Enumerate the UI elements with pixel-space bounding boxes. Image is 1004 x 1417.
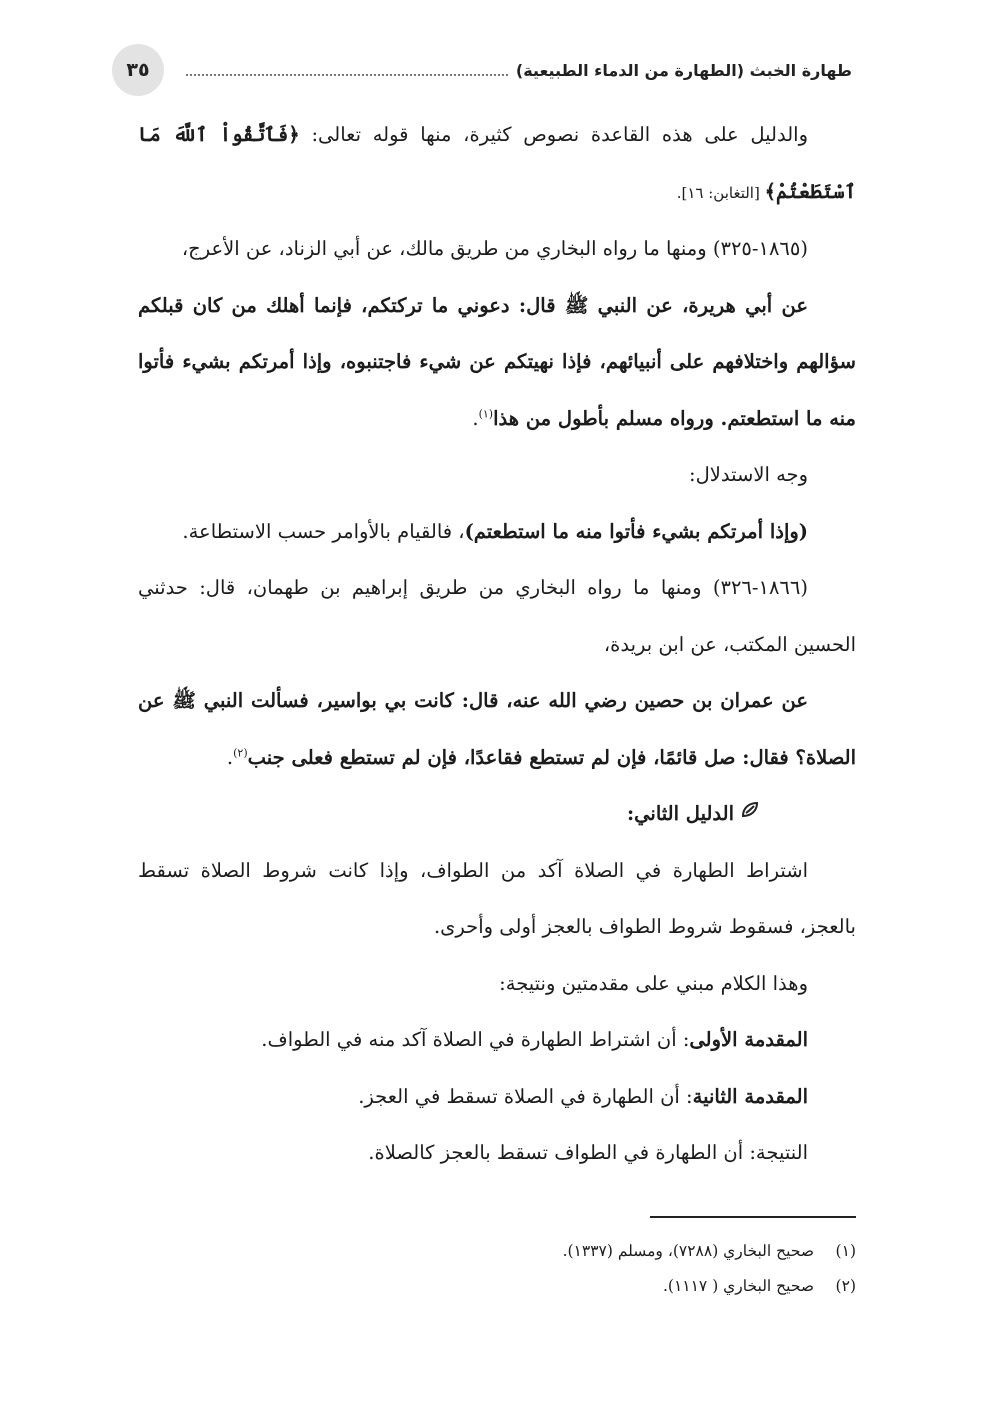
footnote-text: صحيح البخاري (٧٢٨٨)، ومسلم (١٣٣٧). [562, 1242, 814, 1260]
paragraph-deduction-label: وجه الاستدلال: [689, 463, 808, 486]
main-text [138, 107, 856, 1182]
paragraph-hadith-2: عن عمران بن حصين رضي الله عنه، قال: كانت بي بواسير، فسألت النبي ﷺ عن الصلاة؟ فقال: صل قائمًا، فإن لم تستطع فقاعدًا، فإن لم تستطع فعلى جنب$^{(٢)}$. [138, 689, 856, 769]
footnote-number: (٢) [835, 1277, 856, 1295]
paragraph-deduction: (وإذا أمرتكم بشيء فأتوا منه ما استطعتم)، فالقيام بالأوامر حسب الاستطاعة. [182, 519, 808, 543]
footnote-separator [650, 1216, 856, 1218]
footnote-mark-1[interactable]: (١) [478, 407, 494, 420]
section-heading [138, 786, 856, 843]
footnote-2 [300, 1269, 856, 1304]
quran-verse: ﴿فَٱتَّقُواْ ٱللَّهَ مَا ٱسْتَطَعْتُمْ﴾ [138, 123, 856, 203]
paragraph-hadith-1: عن أبي هريرة، عن النبي ﷺ قال: دعوني ما تركتكم، فإنما أهلك من كان قبلكم سؤالهم واختلافهم على أنبيائهم، فإذا نهيتكم عن شيء فاجتنبوه، وإذا أمرتكم بشيء فأتوا منه ما استطعتم. ورواه مسلم بأطول من هذا$^{(١)}$. [138, 293, 856, 430]
footnote-text: صحيح البخاري ( ١١١٧). [662, 1277, 814, 1295]
header-dot-leader [186, 74, 508, 76]
paragraph-conclusion: النتيجة: أن الطهارة في الطواف تسقط بالعجز كالصلاة. [368, 1141, 808, 1164]
footnote-number: (١) [835, 1242, 856, 1260]
deduction-quote: (وإذا أمرتكم بشيء فأتوا منه ما استطعتم) [464, 519, 808, 543]
footnote-1 [300, 1234, 856, 1269]
page-number: ٣٥ [112, 44, 164, 96]
premise-1-label: المقدمة الأولى [689, 1028, 808, 1051]
paragraph-evidence-intro: والدليل على هذه القاعدة نصوص كثيرة، منها قوله تعالى: ﴿فَٱتَّقُواْ ٱللَّهَ مَا ٱسْتَطَعْتُمْ﴾ [التغابن: ١٦]. [138, 123, 856, 203]
paragraph-hadith-chain-1: (١٨٦٥-٣٢٥) ومنها ما رواه البخاري من طريق مالك، عن أبي الزناد، عن الأعرج، [181, 237, 808, 260]
premise-2-label: المقدمة الثانية [692, 1084, 808, 1108]
paragraph-premise-2: المقدمة الثانية: أن الطهارة في الصلاة تسقط في العجز. [358, 1084, 808, 1108]
footnotes [300, 1234, 856, 1304]
hadith-text-2: عن عمران بن حصين رضي الله عنه، قال: كانت بي بواسير، فسألت النبي ﷺ عن الصلاة؟ فقال: صل قائمًا، فإن لم تستطع فقاعدًا، فإن لم تستطع فعلى جنب [138, 689, 856, 769]
hadith-text-1: عن أبي هريرة، عن النبي ﷺ قال: دعوني ما تركتكم، فإنما أهلك من كان قبلكم سؤالهم واختلافهم على أنبيائهم، فإذا نهيتكم عن شيء فاجتنبوه، وإذا أمرتكم بشيء فأتوا منه ما استطعتم. ورواه مسلم بأطول من هذا [138, 293, 856, 430]
running-title-text: طهارة الخبث (الطهارة من الدماء الطبيعية) [515, 60, 852, 80]
page-header [112, 44, 852, 96]
section-heading-text: الدليل الثاني: [626, 802, 734, 825]
paragraph-premises-intro: وهذا الكلام مبني على مقدمتين ونتيجة: [499, 971, 808, 995]
paragraph-second-evidence: اشتراط الطهارة في الصلاة آكد من الطواف، وإذا كانت شروط الصلاة تسقط بالعجز، فسقوط شروط الطواف بالعجز أولى وأحرى. [138, 858, 856, 938]
quran-reference: [التغابن: ١٦]. [676, 183, 765, 202]
running-title [186, 55, 852, 85]
leaf-ornament-icon [740, 786, 808, 843]
paragraph-premise-1: المقدمة الأولى: أن اشتراط الطهارة في الصلاة آكد منه في الطواف. [261, 1028, 808, 1051]
footnote-mark-2[interactable]: (٢) [233, 746, 248, 759]
paragraph-hadith-chain-2: (١٨٦٦-٣٢٦) ومنها ما رواه البخاري من طريق إبراهيم بن طهمان، قال: حدثني الحسين المكتب، عن ابن بريدة، [138, 576, 856, 656]
